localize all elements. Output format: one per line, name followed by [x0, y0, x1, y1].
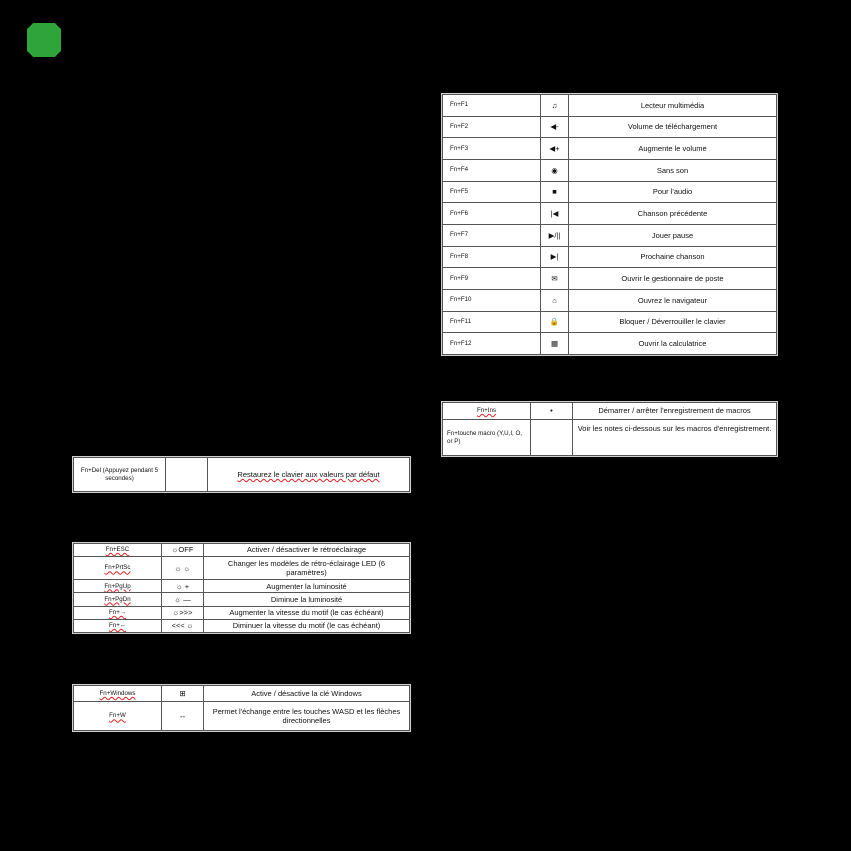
windows-icon: ⊞ [162, 686, 204, 702]
section-badge [27, 23, 61, 57]
key-description: Ouvrir le gestionnaire de poste [569, 268, 777, 290]
table-row [443, 95, 777, 117]
stop-icon: ■ [541, 181, 569, 203]
key-description: Diminuer la vitesse du motif (le cas échéant) [204, 619, 410, 632]
key-description: Voir les notes ci-dessous sur les macros d'enregistrement. [573, 420, 777, 456]
key-description: Ouvrez le navigateur [569, 289, 777, 311]
key-description: Prochaine chanson [569, 246, 777, 268]
table-row [74, 557, 410, 580]
mute-icon: ◉ [541, 159, 569, 181]
key-description: Jouer pause [569, 224, 777, 246]
key-combo: Fn+← [74, 619, 162, 632]
key-combo: Fn+F3 [443, 138, 541, 160]
table-row [74, 544, 410, 557]
key-combo: Fn+ESC [74, 544, 162, 557]
windows-keys-table [72, 684, 411, 732]
key-description: Pour l'audio [569, 181, 777, 203]
key-combo: Fn+touche macro (Y,U,I, O, or P) [443, 420, 531, 456]
key-combo: Fn+F5 [443, 181, 541, 203]
key-combo: Fn+PrtSc [74, 557, 162, 580]
mail-icon: ✉ [541, 268, 569, 290]
key-description: Augmente le volume [569, 138, 777, 160]
key-combo: Fn+→ [74, 606, 162, 619]
key-combo: Fn+F2 [443, 116, 541, 138]
empty-icon-cell [531, 420, 573, 456]
key-description: Chanson précédente [569, 203, 777, 225]
table-row [74, 458, 410, 492]
table-row [443, 138, 777, 160]
key-combo: Fn+Windows [74, 686, 162, 702]
key-description: Permet l'échange entre les touches WASD et les flèches directionnelles [204, 702, 410, 731]
table-row [443, 159, 777, 181]
play-pause-icon: ▶/|| [541, 224, 569, 246]
key-combo: Fn+Ins [443, 403, 531, 420]
table-row [443, 116, 777, 138]
backlight-icon: <<< ☼ [162, 619, 204, 632]
key-description: Active / désactive la clé Windows [204, 686, 410, 702]
table-row [74, 686, 410, 702]
key-description: Démarrer / arrêter l'enregistrement de macros [573, 403, 777, 420]
key-combo: Fn+W [74, 702, 162, 731]
key-combo: Fn+F1 [443, 95, 541, 117]
table-row [443, 203, 777, 225]
backlight-icon: ☼ ☼ [162, 557, 204, 580]
table-row [443, 246, 777, 268]
table-row [74, 580, 410, 593]
next-track-icon: ▶| [541, 246, 569, 268]
empty-icon-cell [166, 458, 208, 492]
backlight-icon: ☼>>> [162, 606, 204, 619]
key-combo: Fn+F6 [443, 203, 541, 225]
key-combo: Fn+F9 [443, 268, 541, 290]
table-row [443, 289, 777, 311]
table-row [74, 593, 410, 606]
media-keys-table [441, 93, 778, 356]
key-description: Augmenter la luminosité [204, 580, 410, 593]
calculator-icon: ▦ [541, 333, 569, 355]
key-combo: Fn+F10 [443, 289, 541, 311]
backlight-icon: ☼OFF [162, 544, 204, 557]
key-description: Sans son [569, 159, 777, 181]
key-combo: Fn+F8 [443, 246, 541, 268]
key-combo: Fn+PgUp [74, 580, 162, 593]
key-description: Changer les modèles de rétro-éclairage LED (6 paramètres) [204, 557, 410, 580]
table-row [443, 224, 777, 246]
table-row [443, 403, 777, 420]
backlight-icon: ☼ — [162, 593, 204, 606]
music-note-icon: ♫ [541, 95, 569, 117]
reset-keys-table [72, 456, 411, 493]
record-dot-icon: • [531, 403, 573, 420]
key-description: Bloquer / Déverrouiller le clavier [569, 311, 777, 333]
key-description: Restaurez le clavier aux valeurs par défaut [208, 458, 410, 492]
key-description: Diminue la luminosité [204, 593, 410, 606]
table-row [74, 702, 410, 731]
backlight-icon: ☼ + [162, 580, 204, 593]
table-row [443, 333, 777, 355]
table-row [443, 420, 777, 456]
volume-up-icon: ◀+ [541, 138, 569, 160]
key-combo: Fn+PgDn [74, 593, 162, 606]
volume-down-icon: ◀- [541, 116, 569, 138]
key-combo: Fn+F12 [443, 333, 541, 355]
key-combo: Fn+F11 [443, 311, 541, 333]
key-combo: Fn+F7 [443, 224, 541, 246]
home-icon: ⌂ [541, 289, 569, 311]
backlight-keys-table [72, 542, 411, 634]
table-row [443, 311, 777, 333]
key-description: Activer / désactiver le rétroéclairage [204, 544, 410, 557]
key-description: Augmenter la vitesse du motif (le cas échéant) [204, 606, 410, 619]
key-description: Volume de téléchargement [569, 116, 777, 138]
table-row [443, 181, 777, 203]
macro-keys-table [441, 401, 778, 457]
windows-icon: ↔ [162, 702, 204, 731]
previous-track-icon: |◀ [541, 203, 569, 225]
table-row [74, 619, 410, 632]
key-description: Lecteur multimédia [569, 95, 777, 117]
key-description: Ouvrir la calculatrice [569, 333, 777, 355]
key-combo: Fn+F4 [443, 159, 541, 181]
key-combo: Fn+Del (Appuyez pendant 5 secondes) [74, 458, 166, 492]
lock-icon: 🔒 [541, 311, 569, 333]
table-row [443, 268, 777, 290]
table-row [74, 606, 410, 619]
